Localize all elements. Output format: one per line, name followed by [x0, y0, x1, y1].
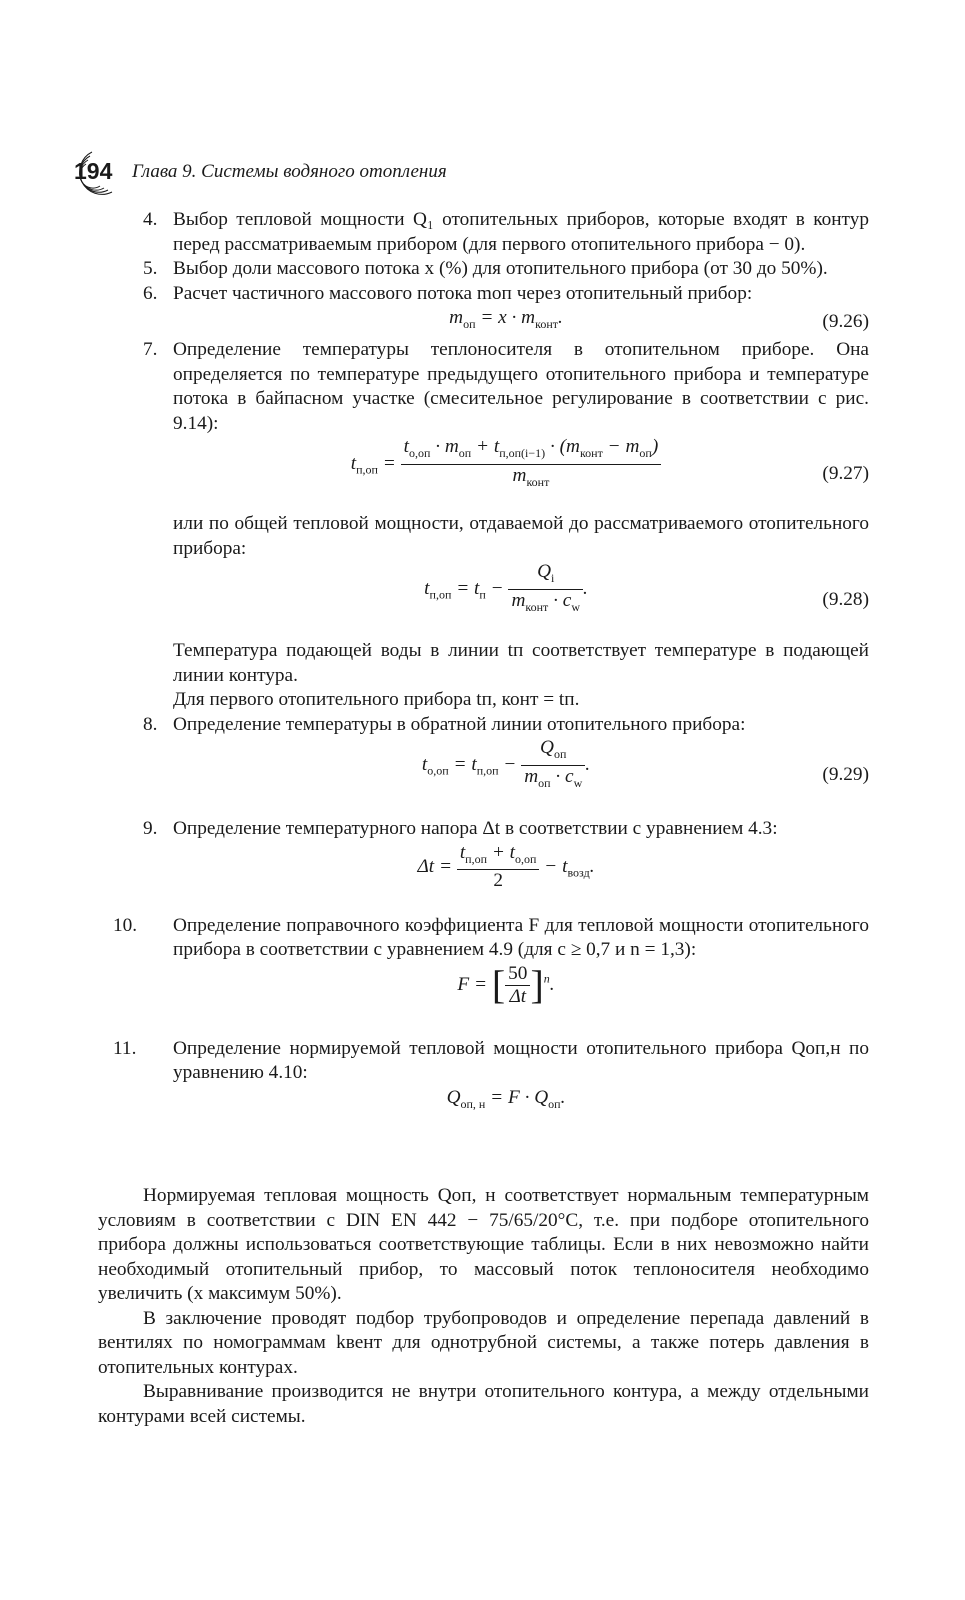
running-title: Глава 9. Системы водяного отопления — [132, 161, 447, 182]
equation-9-26 — [143, 306, 869, 338]
item-number: 10. — [113, 914, 138, 936]
equation-number: (9.26) — [822, 310, 869, 332]
item-text: Выбор тепловой мощности Q₁ отопительных приборов, которые входят в контур перед рассматриваемым прибором (для первого отопительного прибора − 0). — [173, 209, 869, 255]
list-item — [143, 208, 869, 257]
equation-delta-t — [143, 842, 869, 910]
formula: $t_{о,оп} = t_{п,оп}$ − $\frac{Q_{оп}}{m_{оп} \cdot c_w}$ . — [421, 737, 591, 790]
equation-F — [143, 963, 869, 1031]
item-text: Определение температуры теплоносителя в отопительном приборе. Она определяется по температуре предыдущего отопительного прибора и температуре потока в байпасном участке (смесительное регулирование в соответствии с рис. 9.14): — [173, 339, 869, 434]
item-number: 6. — [143, 282, 158, 304]
item-number: 8. — [143, 713, 158, 735]
formula: F = [ $\frac{50}{\Delta t}$ ]$^n$. — [457, 962, 555, 1007]
item-number: 9. — [143, 818, 158, 839]
equation-number: (9.28) — [822, 588, 869, 610]
list-item — [143, 713, 869, 738]
equation-Q-norm — [143, 1086, 869, 1120]
item-number: 5. — [143, 258, 158, 279]
list-item — [143, 257, 869, 282]
item-text: Выбор доли массового потока x (%) для отопительного прибора (от 30 до 50%). — [173, 258, 828, 279]
list-item — [143, 338, 869, 436]
item-text: Определение поправочного коэффициента F для тепловой мощности отопительного прибора в соответствии с уравнением 4.9 (для c ≥ 0,7 и n = 1,3): — [173, 914, 869, 960]
list-item — [113, 914, 869, 963]
item-number: 11. — [113, 1037, 137, 1059]
equation-9-27 — [143, 436, 869, 512]
formula: Δt = $\frac{t_{п,оп} + t_{о,оп}}{2}$ − $t_{возд}$. — [417, 841, 595, 892]
list-item — [143, 282, 869, 307]
equation-number: (9.29) — [822, 763, 869, 785]
equation-number: (9.27) — [822, 462, 869, 484]
paragraph: Выравнивание производится не внутри отопительного контура, а между отдельными контурами всей системы. — [98, 1381, 869, 1427]
page-body — [113, 208, 869, 1120]
equation-9-29 — [143, 737, 869, 813]
paragraph: или по общей тепловой мощности, отдаваемой до рассматриваемого отопительного прибора: — [173, 513, 869, 559]
item-text: Определение температурного напора Δt в соответствии с уравнением 4.3: — [173, 818, 778, 839]
page-header — [62, 148, 662, 198]
page-number: 194 — [74, 158, 113, 184]
closing-text — [98, 1184, 869, 1429]
paragraph: Для первого отопительного прибора tп, конт = tп. — [173, 689, 580, 710]
item-text: Расчет частичного массового потока mоп через отопительный прибор: — [173, 282, 753, 304]
item-text: Определение нормируемой тепловой мощности отопительного прибора Qоп,н по уравнению 4.10: — [173, 1037, 869, 1083]
formula: $t_{п,оп} = t_п$ − $\frac{Q_i}{m_{конт} \cdot c_w}$ . — [424, 561, 588, 614]
formula: $t_{п,оп}$ = $\frac{t_{о,оп} \cdot m_{оп} + t_{п,оп(i-1)} \cdot (m_{конт} - m_{оп})}{m_{конт}}$ — [351, 436, 662, 493]
item-number: 4. — [143, 209, 158, 230]
item-text: Определение температуры в обратной линии отопительного прибора: — [173, 713, 746, 735]
item-number: 7. — [143, 339, 158, 360]
formula: $m_{оп} = x \cdot m_{конт}$. — [449, 307, 563, 331]
paragraph: В заключение проводят подбор трубопроводов и определение перепада давлений в вентилях по номограммам kвент для однотрубной системы, а также потерь давления в отопительных контурах. — [98, 1307, 869, 1378]
paragraph: Нормируемая тепловая мощность Qоп, н соответствует нормальным температурным условиям в соответствии с DIN EN 442 − 75/65/20°C, т.е. при подборе отопительного прибора должны использоваться соответствующие таблицы. Если в них невозможно найти необходимый отопительный прибор, то массовый поток теплоносителя необходимо увеличить (x максимум 50%). — [98, 1185, 869, 1304]
formula: $Q_{оп, н} = F \cdot Q_{оп}$. — [446, 1086, 566, 1111]
equation-9-28 — [143, 561, 869, 639]
paragraph: Температура подающей воды в линии tп соответствует температуре в подающей линии контура. — [173, 640, 869, 686]
list-item — [113, 1037, 869, 1086]
list-item — [143, 817, 869, 842]
